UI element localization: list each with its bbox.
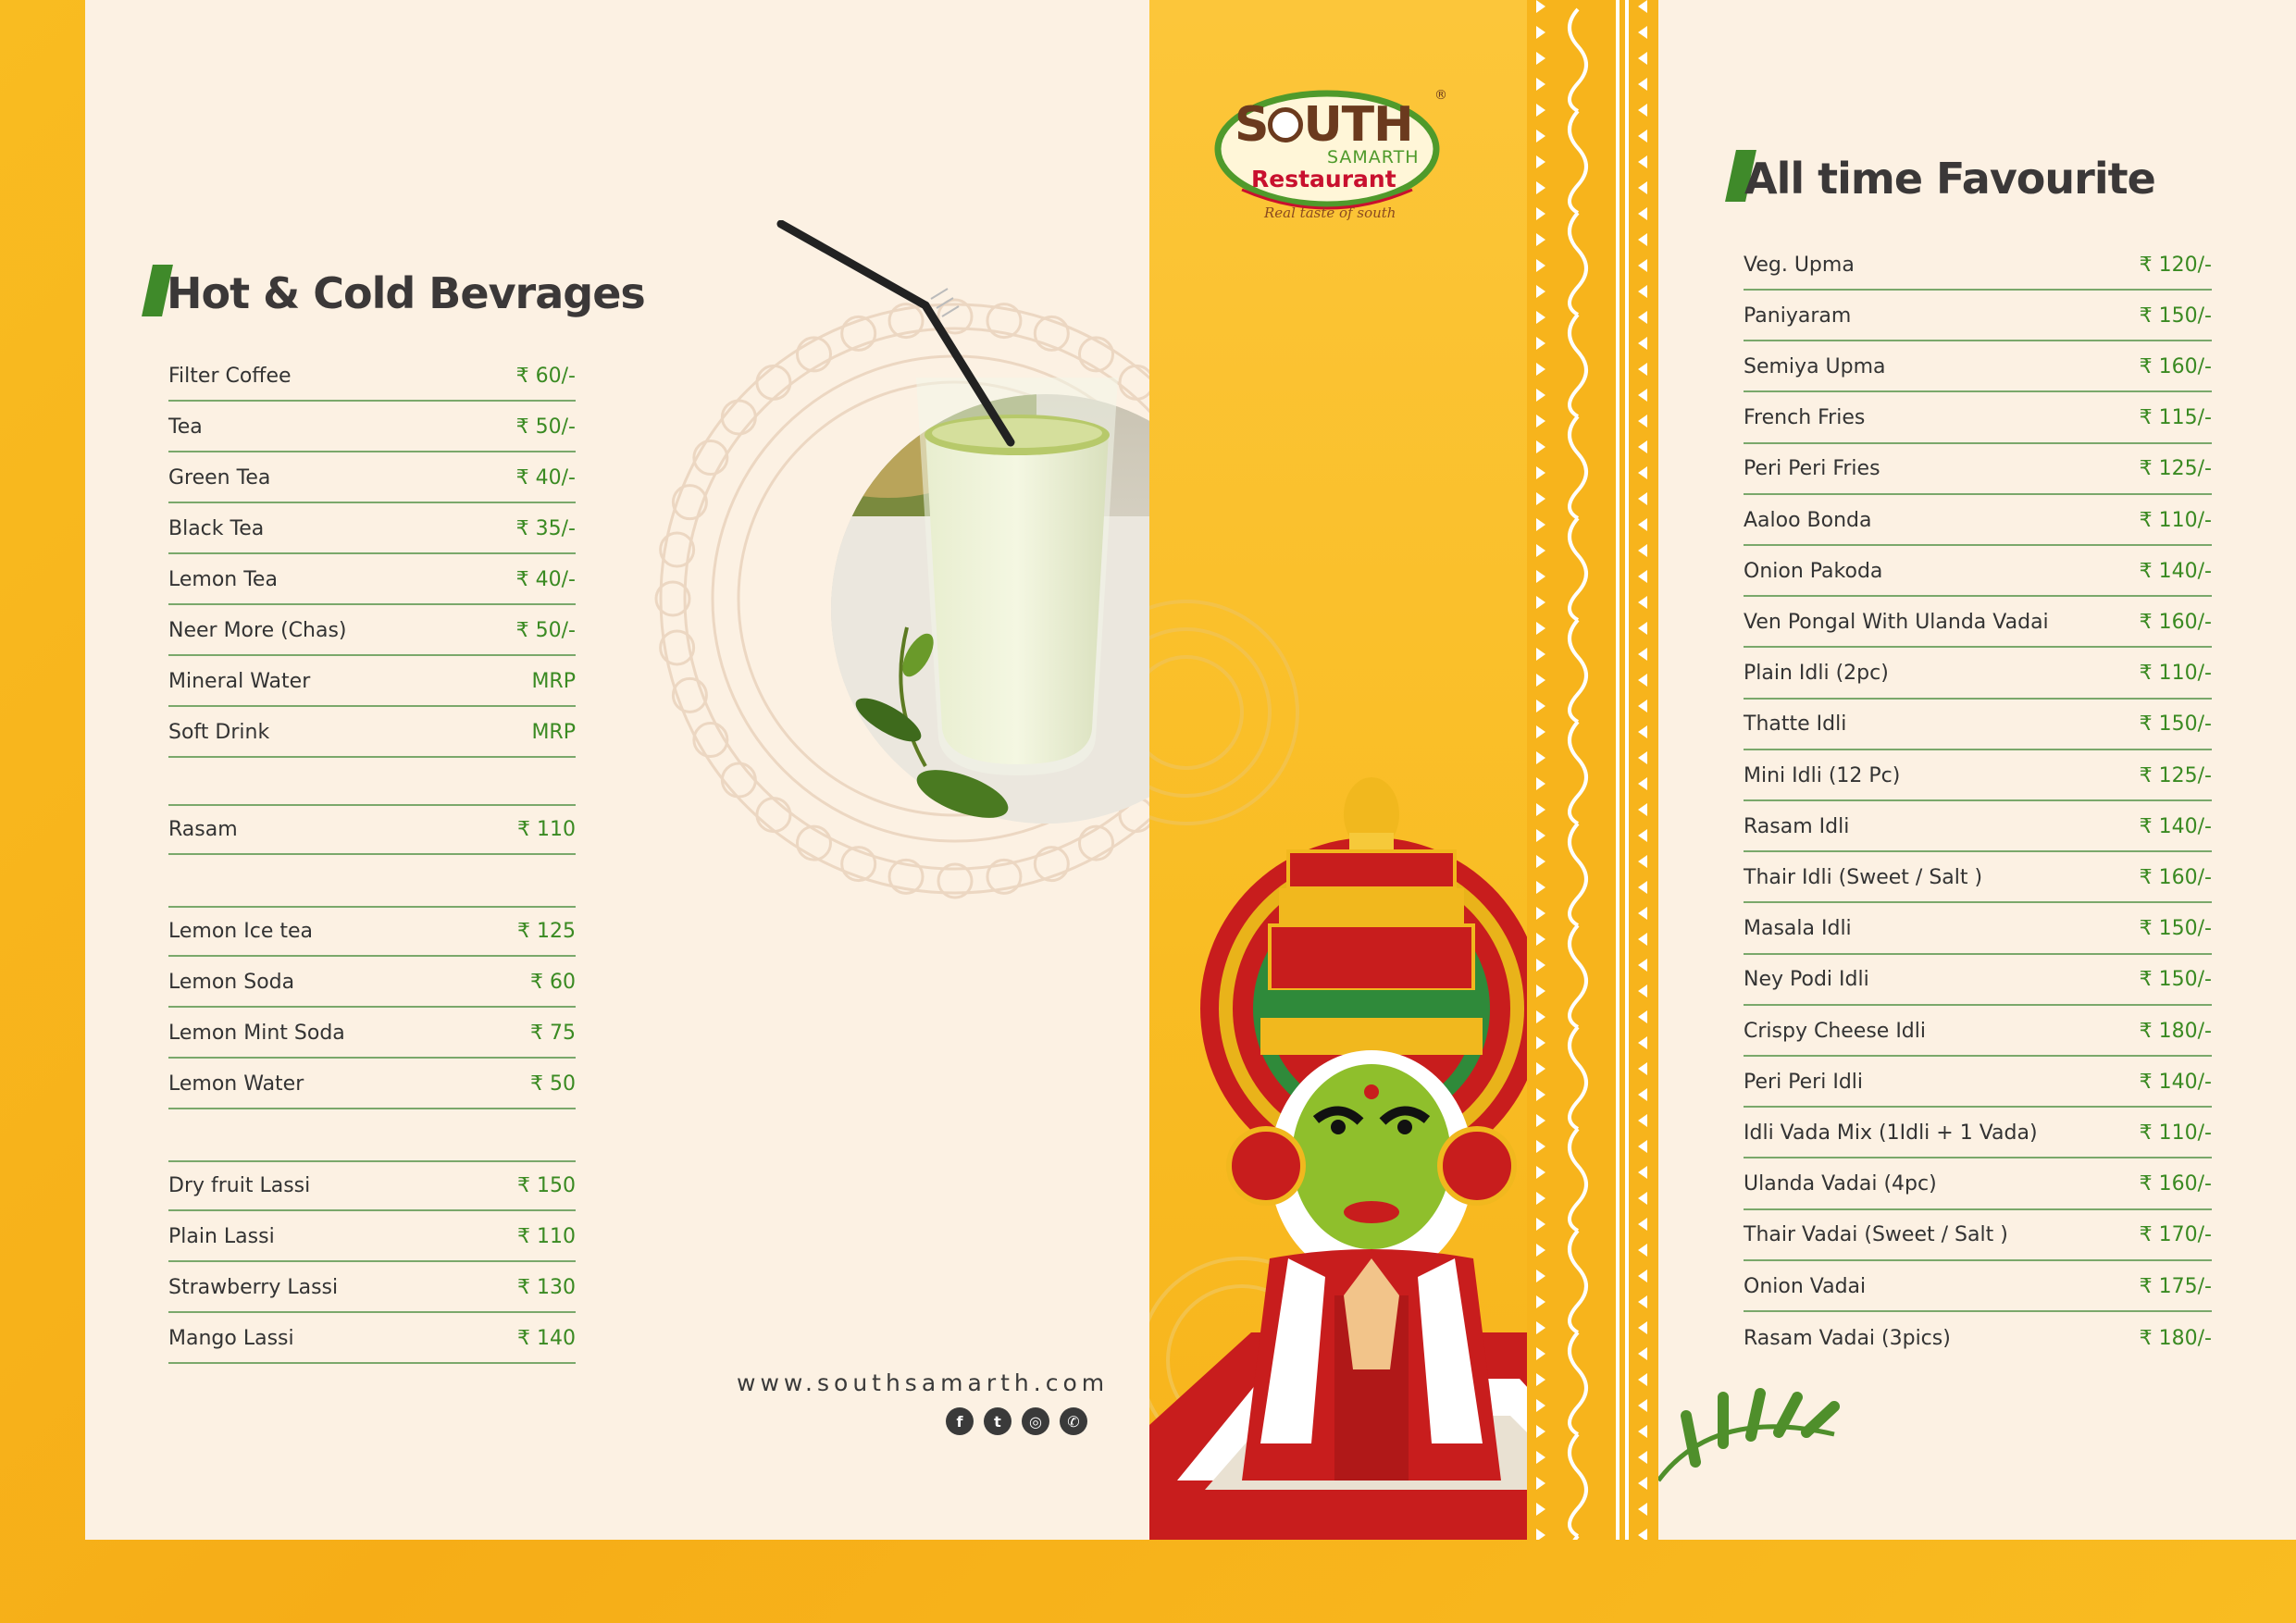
- item-name: Black Tea: [168, 516, 265, 540]
- item-price: ₹ 140: [517, 1326, 576, 1350]
- menu-row: [168, 657, 576, 707]
- logo-letters: UTH: [1303, 97, 1413, 153]
- item-price: ₹ 170/-: [2139, 1223, 2212, 1247]
- item-name: Thatte Idli: [1744, 712, 1847, 737]
- item-name: Peri Peri Fries: [1744, 457, 1880, 481]
- menu-row: [168, 352, 576, 402]
- menu-row: [1744, 598, 2212, 648]
- item-name: Masala Idli: [1744, 917, 1852, 941]
- menu-row: [168, 555, 576, 605]
- item-price: ₹ 140/-: [2139, 814, 2212, 838]
- item-price: ₹ 160/-: [2139, 1172, 2212, 1196]
- item-name: Rasam Idli: [1744, 814, 1850, 838]
- item-name: Ney Podi Idli: [1744, 968, 1869, 992]
- menu-row: [1744, 1058, 2212, 1108]
- menu-row: [168, 907, 576, 957]
- item-name: Onion Pakoda: [1744, 559, 1883, 583]
- item-name: Mini Idli (12 Pc): [1744, 763, 1901, 787]
- item-name: Ven Pongal With Ulanda Vadai: [1744, 610, 2049, 634]
- website-url[interactable]: www.southsamarth.com: [737, 1369, 1110, 1396]
- item-name: French Fries: [1744, 406, 1866, 430]
- item-name: Aaloo Bonda: [1744, 508, 1872, 532]
- menu-row: [1744, 342, 2212, 392]
- item-price: ₹ 110/-: [2139, 508, 2212, 532]
- item-price: ₹ 125: [517, 919, 576, 943]
- item-price: ₹ 110/-: [2139, 662, 2212, 686]
- item-name: Mango Lassi: [168, 1326, 294, 1350]
- item-price: ₹ 50/-: [515, 618, 576, 642]
- item-price: ₹ 150/-: [2139, 917, 2212, 941]
- menu-row: [168, 453, 576, 503]
- coconut-icon: [1268, 107, 1303, 142]
- logo-tagline: Real taste of south: [1264, 204, 1396, 221]
- item-price: ₹ 110: [517, 1224, 576, 1248]
- logo-restaurant: Restaurant: [1251, 166, 1396, 192]
- item-price: ₹ 125/-: [2139, 763, 2212, 787]
- menu-row: [1744, 700, 2212, 750]
- item-name: Rasam: [168, 817, 238, 841]
- item-price: MRP: [531, 720, 576, 744]
- decorative-border-strip: [1527, 0, 1658, 1540]
- item-price: ₹ 140/-: [2139, 559, 2212, 583]
- item-name: Veg. Upma: [1744, 253, 1855, 277]
- item-name: Onion Vadai: [1744, 1274, 1867, 1298]
- menu-row: [1744, 496, 2212, 546]
- menu-row: [1744, 394, 2212, 444]
- item-price: MRP: [531, 669, 576, 693]
- item-price: ₹ 160/-: [2139, 865, 2212, 889]
- item-name: Plain Lassi: [168, 1224, 275, 1248]
- item-price: ₹ 120/-: [2139, 253, 2212, 277]
- logo-samarth: SAMARTH: [1327, 147, 1420, 167]
- item-price: ₹ 115/-: [2139, 406, 2212, 430]
- menu-row: [1744, 1211, 2212, 1261]
- menu-row: [1744, 650, 2212, 700]
- menu-row: [1744, 547, 2212, 597]
- item-name: Soft Drink: [168, 720, 270, 744]
- instagram-icon[interactable]: ◎: [1022, 1407, 1049, 1435]
- menu-row: [168, 1161, 576, 1211]
- item-price: ₹ 50/-: [515, 415, 576, 439]
- menu-row: [168, 504, 576, 554]
- menu-row: [1744, 1007, 2212, 1057]
- registered-mark: ®: [1434, 88, 1447, 103]
- restaurant-logo: [1214, 88, 1446, 227]
- item-name: Lemon Soda: [168, 970, 295, 994]
- menu-row: [1744, 1262, 2212, 1312]
- item-price: ₹ 40/-: [515, 465, 576, 489]
- item-price: ₹ 125/-: [2139, 457, 2212, 481]
- item-name: Rasam Vadai (3pics): [1744, 1326, 1951, 1350]
- item-name: Paniyaram: [1744, 304, 1852, 328]
- item-name: Thair Idli (Sweet / Salt ): [1744, 865, 1983, 889]
- item-name: Mineral Water: [168, 669, 311, 693]
- menu-row: [1744, 802, 2212, 852]
- facebook-icon[interactable]: f: [946, 1407, 974, 1435]
- menu-row: [168, 958, 576, 1008]
- item-price: ₹ 40/-: [515, 567, 576, 591]
- menu-row: [1744, 751, 2212, 801]
- left-panel: [85, 0, 1149, 1540]
- item-name: Lemon Water: [168, 1072, 304, 1096]
- item-name: Ulanda Vadai (4pc): [1744, 1172, 1937, 1196]
- menu-row: [1744, 445, 2212, 495]
- menu-row: [168, 1314, 576, 1364]
- item-name: Tea: [168, 415, 203, 439]
- menu-row: [1744, 241, 2212, 291]
- item-name: Plain Idli (2pc): [1744, 662, 1889, 686]
- item-name: Neer More (Chas): [168, 618, 347, 642]
- menu-row: [1744, 853, 2212, 903]
- right-panel: [1658, 0, 2296, 1540]
- item-price: ₹ 140/-: [2139, 1070, 2212, 1094]
- menu-row: [168, 1263, 576, 1313]
- item-price: ₹ 150/-: [2139, 304, 2212, 328]
- item-price: ₹ 60/-: [515, 364, 576, 388]
- menu-row: [1744, 291, 2212, 341]
- menu-row: [168, 606, 576, 656]
- menu-row: [168, 708, 576, 758]
- item-name: Thair Vadai (Sweet / Salt ): [1744, 1223, 2008, 1247]
- menu-row: [1744, 905, 2212, 955]
- item-name: Lemon Tea: [168, 567, 278, 591]
- item-price: ₹ 60: [530, 970, 576, 994]
- item-name: Peri Peri Idli: [1744, 1070, 1864, 1094]
- item-name: Crispy Cheese Idli: [1744, 1019, 1927, 1043]
- item-price: ₹ 110: [517, 817, 576, 841]
- menu-row: [168, 1212, 576, 1262]
- twitter-icon[interactable]: t: [984, 1407, 1011, 1435]
- item-price: ₹ 130: [517, 1275, 576, 1299]
- item-price: ₹ 160/-: [2139, 610, 2212, 634]
- item-price: ₹ 75: [530, 1021, 576, 1045]
- whatsapp-icon[interactable]: ✆: [1060, 1407, 1087, 1435]
- favourites-title: All time Favourite: [1744, 154, 2155, 204]
- item-name: Semiya Upma: [1744, 354, 1886, 378]
- menu-row: [168, 403, 576, 452]
- item-price: ₹ 150/-: [2139, 712, 2212, 737]
- logo-letter-s: S: [1235, 97, 1269, 153]
- item-price: ₹ 110/-: [2139, 1121, 2212, 1145]
- item-name: Filter Coffee: [168, 364, 292, 388]
- menu-row: [1744, 956, 2212, 1006]
- beverages-title: Hot & Cold Bevrages: [167, 268, 645, 318]
- menu-row: [1744, 1109, 2212, 1158]
- item-name: Lemon Ice tea: [168, 919, 313, 943]
- item-price: ₹ 180/-: [2139, 1326, 2212, 1350]
- item-name: Idli Vada Mix (1Idli + 1 Vada): [1744, 1121, 2038, 1145]
- item-name: Lemon Mint Soda: [168, 1021, 345, 1045]
- menu-row: [168, 1009, 576, 1059]
- menu-row: [1744, 1313, 2212, 1363]
- item-price: ₹ 50: [530, 1072, 576, 1096]
- item-name: Green Tea: [168, 465, 271, 489]
- item-price: ₹ 175/-: [2139, 1274, 2212, 1298]
- item-price: ₹ 35/-: [515, 516, 576, 540]
- menu-row: [168, 1059, 576, 1109]
- item-price: ₹ 150/-: [2139, 968, 2212, 992]
- menu-row: [1744, 1160, 2212, 1210]
- menu-row: [168, 805, 576, 855]
- item-price: ₹ 180/-: [2139, 1019, 2212, 1043]
- item-name: Strawberry Lassi: [168, 1275, 339, 1299]
- item-price: ₹ 160/-: [2139, 354, 2212, 378]
- item-price: ₹ 150: [517, 1173, 576, 1197]
- item-name: Dry fruit Lassi: [168, 1173, 311, 1197]
